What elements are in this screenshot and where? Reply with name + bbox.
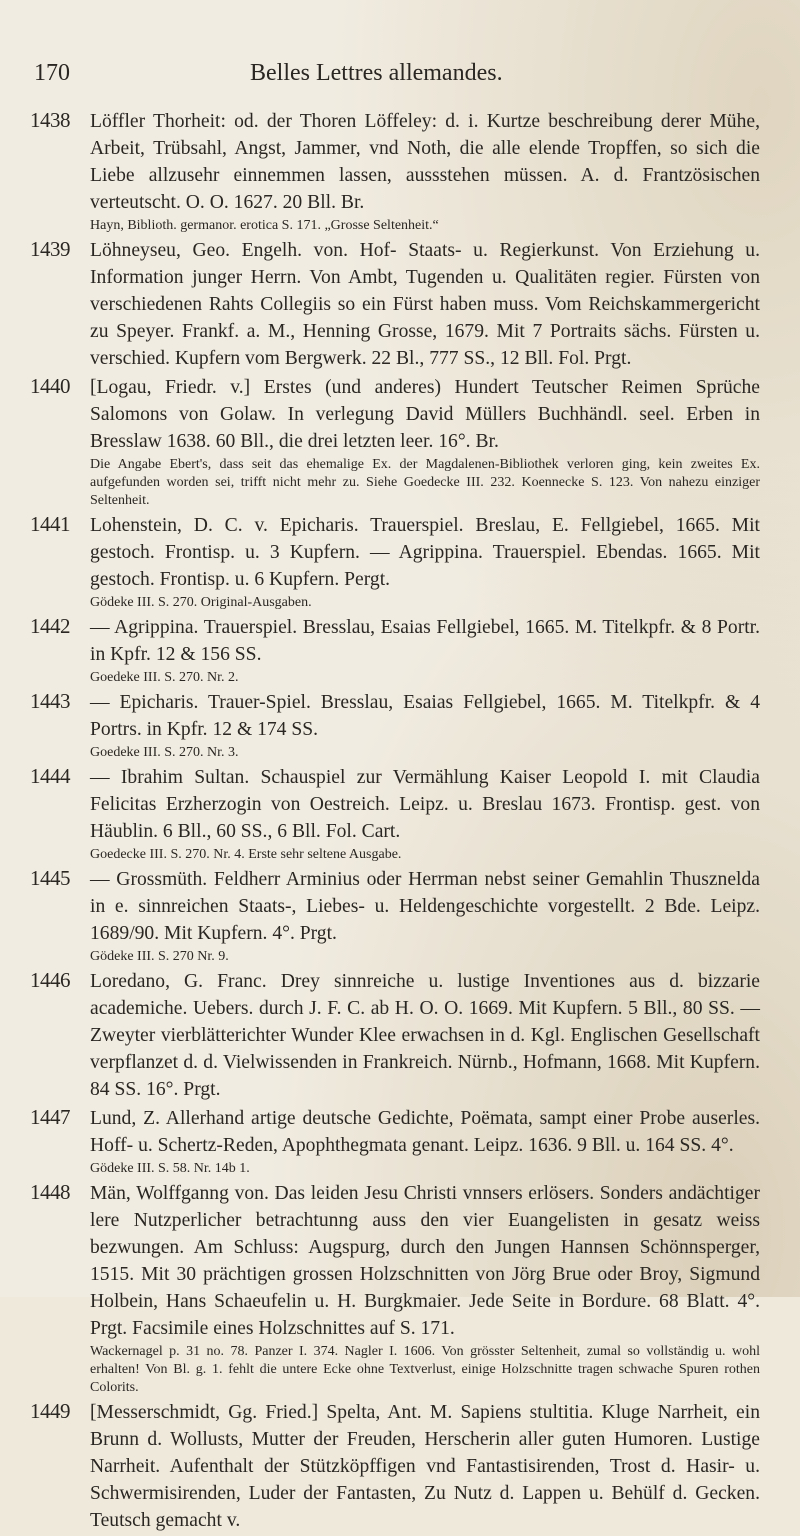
entry-description: — Agrippina. Trauerspiel. Bresslau, Esaias Fellgiebel, 1665. M. Titelkpfr. & 8 Portr. in Kpfr. 12 & 156 SS. bbox=[90, 617, 760, 665]
entry-number: 1440 bbox=[30, 374, 70, 398]
entry-note: Gödeke III. S. 270. Original-Ausgaben. bbox=[90, 595, 312, 610]
entry-note: Goedeke III. S. 270. Nr. 3. bbox=[90, 745, 239, 760]
entry-number: 1446 bbox=[30, 968, 70, 992]
catalog-entry bbox=[30, 1180, 760, 1397]
entry-number: 1438 bbox=[30, 108, 70, 132]
entry-note: Gödeke III. S. 58. Nr. 14b 1. bbox=[90, 1161, 250, 1176]
entry-note: Goedecke III. S. 270. Nr. 4. Erste sehr seltene Ausgabe. bbox=[90, 847, 402, 862]
entry-number: 1441 bbox=[30, 512, 70, 536]
running-head: Belles Lettres allemandes. bbox=[250, 60, 503, 86]
catalog-entry bbox=[30, 374, 760, 510]
entry-description: [Messerschmidt, Gg. Fried.] Spelta, Ant. M. Sapiens stultitia. Kluge Narrheit, ein Brunn d. Wollusts, Mutter der Freuden, Herscherin aller guten Humoren. Lustige Narrheit. Aufenthalt der Stützköpffigen vnd Fantastisirenden, Trost d. Hasir- u. Schwermisirenden, Luder der Fantasten, Zu Nutz d. Lappen u. Behülf d. Gecken. Teutsch gemacht v. bbox=[90, 1402, 760, 1531]
entry-note: Hayn, Biblioth. germanor. erotica S. 171. „Grosse Seltenheit.“ bbox=[90, 218, 439, 233]
catalog-entry bbox=[30, 1105, 760, 1178]
entry-number: 1443 bbox=[30, 689, 70, 713]
entry-description: Löhneyseu, Geo. Engelh. von. Hof- Staats- u. Regierkunst. Von Erziehung u. Information junger Herrn. Von Ambt, Tugenden u. Qualitäten regier. Fürsten von verschiedenen Rahts Collegiis so ein Fürst haben muss. Vom Reichskammergericht zu Speyer. Frankf. a. M., Henning Grosse, 1679. Mit 7 Portraits sächs. Fürsten u. verschied. Kupfern vom Bergwerk. 22 Bl., 777 SS., 12 Bll. Fol. Prgt. bbox=[90, 240, 760, 369]
entry-number: 1449 bbox=[30, 1399, 70, 1423]
catalog-entry bbox=[30, 689, 760, 762]
entry-number: 1447 bbox=[30, 1105, 70, 1129]
entry-note: Goedeke III. S. 270. Nr. 2. bbox=[90, 670, 239, 685]
entry-note: Gödeke III. S. 270 Nr. 9. bbox=[90, 949, 229, 964]
catalog-entry bbox=[30, 237, 760, 372]
entry-description: Löffler Thorheit: od. der Thoren Löffeley: d. i. Kurtze beschreibung derer Mühe, Arbeit, Trübsahl, Angst, Jammer, vnd Noth, die alle elende Tropffen, so sich die Liebe allzusehr einnemmen lassen, aussstehen müssen. A. d. Frantzösischen verteutscht. O. O. 1627. 20 Bll. Br. bbox=[90, 111, 760, 213]
entry-number: 1448 bbox=[30, 1180, 70, 1204]
catalog-entry bbox=[30, 512, 760, 612]
entry-description: Lund, Z. Allerhand artige deutsche Gedichte, Poëmata, sampt einer Probe auserles. Hoff- u. Schertz-Reden, Apophthegmata genant. Leipz. 1636. 9 Bll. u. 164 SS. 4°. bbox=[90, 1108, 760, 1156]
page-header bbox=[30, 60, 770, 100]
entry-number: 1445 bbox=[30, 866, 70, 890]
entry-number: 1439 bbox=[30, 237, 70, 261]
entry-description: Loredano, G. Franc. Drey sinnreiche u. lustige Inventiones aus d. bizzarie academiche. Uebers. durch J. F. C. ab H. O. O. 1669. Mit Kupfern. 5 Bll., 80 SS. — Zweyter vierblätterichter Wunder Klee erwachsen in d. Kgl. Englischen Gesellschaft verpflanzet d. d. Vielwissenden in Frankreich. Nürnb., Hofmann, 1668. Mit Kupfern. 84 SS. 16°. Prgt. bbox=[90, 971, 760, 1100]
catalog-entry bbox=[30, 968, 760, 1103]
entry-description: — Ibrahim Sultan. Schauspiel zur Vermählung Kaiser Leopold I. mit Claudia Felicitas Erzherzogin von Oestreich. Leipz. u. Breslau 1673. Frontisp. gest. von Häublin. 6 Bll., 60 SS., 6 Bll. Fol. Cart. bbox=[90, 767, 760, 842]
catalog-entry bbox=[30, 108, 760, 235]
page-number: 170 bbox=[34, 60, 70, 86]
entry-number: 1444 bbox=[30, 764, 70, 788]
entry-note: Die Angabe Ebert's, dass seit das ehemalige Ex. der Magdalenen-Bibliothek verloren ging, kein zweites Ex. aufgefunden worden sei, trifft nicht mehr zu. Siehe Goedecke III. 232. Koennecke S. 123. Von nahezu einziger Seltenheit. bbox=[90, 457, 760, 508]
catalog-entries bbox=[30, 108, 760, 1536]
entry-description: Män, Wolffganng von. Das leiden Jesu Christi vnnsers erlösers. Sonders andächtiger lere Nutzperlicher betrachtunng auss den vier Euangelisten in gesatz weiss bezwungen. Am Schluss: Augspurg, durch den Jungen Hannsen Schönnsperger, 1515. Mit 30 prächtigen grossen Holzschnitten von Jörg Brue oder Broy, Sigmund Holbein, Hans Schaeufelin u. H. Burgkmaier. Jede Seite in Bordure. 68 Blatt. 4°. Prgt. Facsimile eines Holzschnittes auf S. 171. bbox=[90, 1183, 760, 1339]
entry-description: Lohenstein, D. C. v. Epicharis. Trauerspiel. Breslau, E. Fellgiebel, 1665. Mit gestoch. Frontisp. u. 3 Kupfern. — Agrippina. Trauerspiel. Ebendas. 1665. Mit gestoch. Frontisp. u. 6 Kupfern. Pergt. bbox=[90, 515, 760, 590]
entry-description: — Grossmüth. Feldherr Arminius oder Herrman nebst seiner Gemahlin Thusznelda in e. sinnreichen Staats-, Liebes- u. Heldengeschichte vorgestellt. 2 Bde. Leipz. 1689/90. Mit Kupfern. 4°. Prgt. bbox=[90, 869, 760, 944]
catalog-entry bbox=[30, 866, 760, 966]
entry-number: 1442 bbox=[30, 614, 70, 638]
catalog-entry bbox=[30, 764, 760, 864]
entry-note: Wackernagel p. 31 no. 78. Panzer I. 374. Nagler I. 1606. Von grösster Seltenheit, zumal so vollständig u. wohl erhalten! Von Bl. g. 1. fehlt die untere Ecke ohne Textverlust, einige Holzschnitte tragen schwache Spuren rothen Colorits. bbox=[90, 1344, 760, 1395]
catalog-entry bbox=[30, 614, 760, 687]
catalog-entry bbox=[30, 1399, 760, 1534]
entry-description: [Logau, Friedr. v.] Erstes (und anderes) Hundert Teutscher Reimen Sprüche Salomons von Golaw. In verlegung David Müllers Buchhändl. seel. Erben in Bresslaw 1638. 60 Bll., die drei letzten leer. 16°. Br. bbox=[90, 377, 760, 452]
entry-description: — Epicharis. Trauer-Spiel. Bresslau, Esaias Fellgiebel, 1665. M. Titelkpfr. & 4 Portrs. in Kpfr. 12 & 174 SS. bbox=[90, 692, 760, 740]
